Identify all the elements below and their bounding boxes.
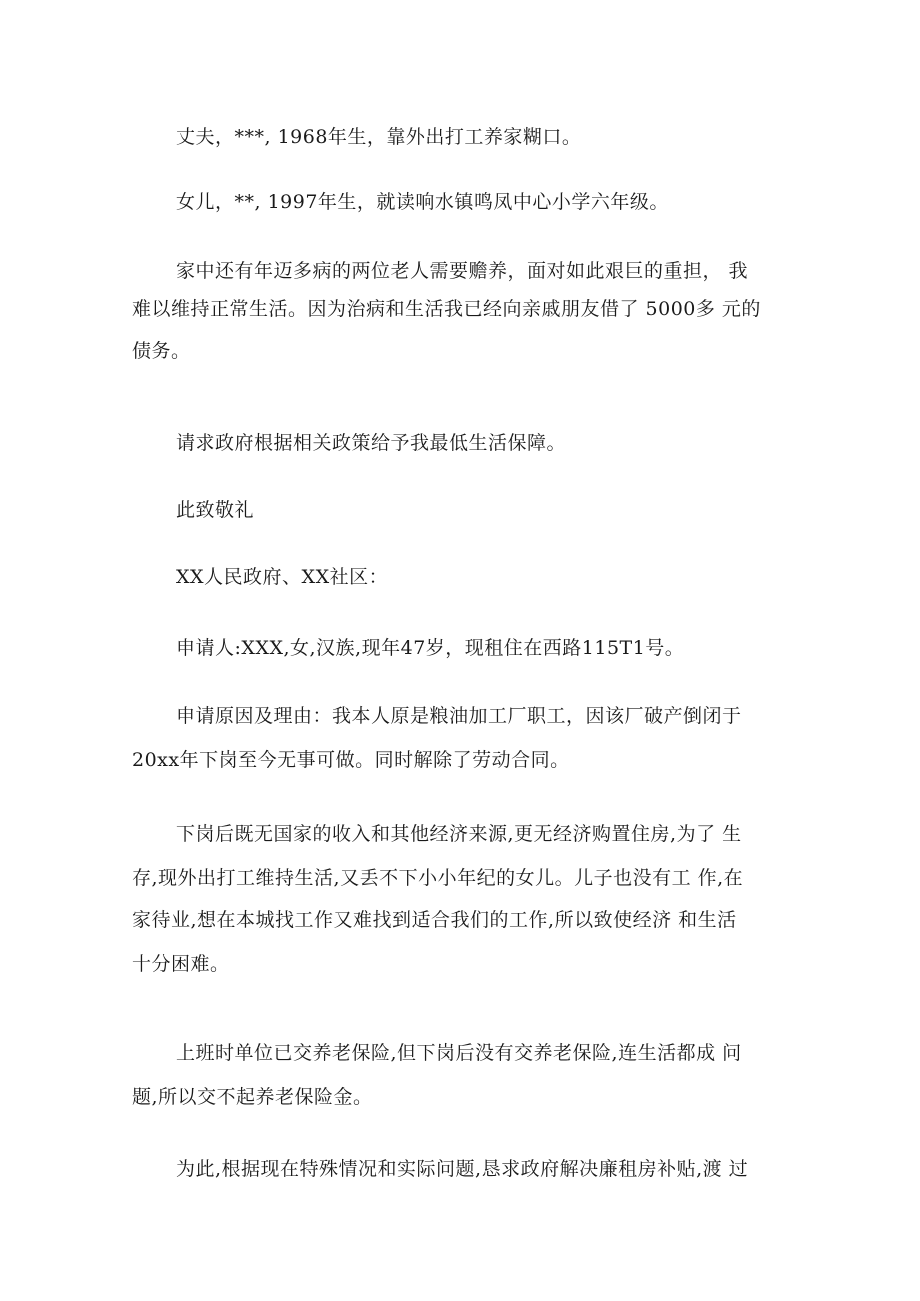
text-line: XX人民政府、XX社区： (176, 566, 389, 588)
text-line: 家待业,想在本城找工作又难找到适合我们的工作,所以致使经济 和生活 (132, 909, 737, 931)
text-line: 丈夫，***, 1968年生，靠外出打工养家糊口。 (176, 126, 582, 148)
text-line: 请求政府根据相关政策给予我最低生活保障。 (176, 432, 567, 454)
text-line: 下岗后既无国家的收入和其他经济来源,更无经济购置住房,为了 生 (176, 823, 742, 845)
paragraph-pension (132, 1034, 792, 1116)
text-line: 上班时单位已交养老保险,但下岗后没有交养老保险,连生活都成 问 (176, 1042, 742, 1064)
text-line: 申请原因及理由：我本人原是粮油加工厂职工，因该厂破产倒闭于 (176, 705, 742, 727)
text-line: 十分困难。 (132, 953, 230, 975)
text-line: 申请人:XXX,女,汉族,现年47岁，现租住在西路115T1号。 (176, 637, 685, 659)
paragraph-elderly-debt (132, 252, 792, 370)
paragraph-reason (132, 697, 792, 779)
text-line: 此致敬礼 (176, 499, 255, 521)
paragraph-husband (132, 118, 792, 156)
text-line: 存,现外出打工维持生活,又丢不下小小年纪的女儿。儿子也没有工 作,在 (132, 867, 744, 889)
text-line: 难以维持正常生活。因为治病和生活我已经向亲戚朋友借了 5000多 元的 (132, 298, 761, 320)
paragraph-layoff (132, 815, 792, 983)
text-line: 20xx年下岗至今无事可做。同时解除了劳动合同。 (132, 749, 570, 771)
paragraph-applicant (132, 629, 792, 667)
paragraph-request (132, 424, 792, 462)
text-line: 题,所以交不起养老保险金。 (132, 1086, 373, 1108)
text-line: 家中还有年迈多病的两位老人需要赡养，面对如此艰巨的重担， 我 (176, 260, 749, 282)
paragraph-addressee (132, 558, 792, 596)
paragraph-plea (132, 1150, 792, 1188)
text-line: 债务。 (132, 340, 191, 362)
text-line: 女儿，**, 1997年生，就读响水镇鸣凤中心小学六年级。 (176, 191, 669, 213)
text-line: 为此,根据现在特殊情况和实际问题,恳求政府解决廉租房补贴,渡 过 (176, 1158, 749, 1180)
paragraph-salutation (132, 491, 792, 529)
paragraph-daughter (132, 183, 792, 221)
